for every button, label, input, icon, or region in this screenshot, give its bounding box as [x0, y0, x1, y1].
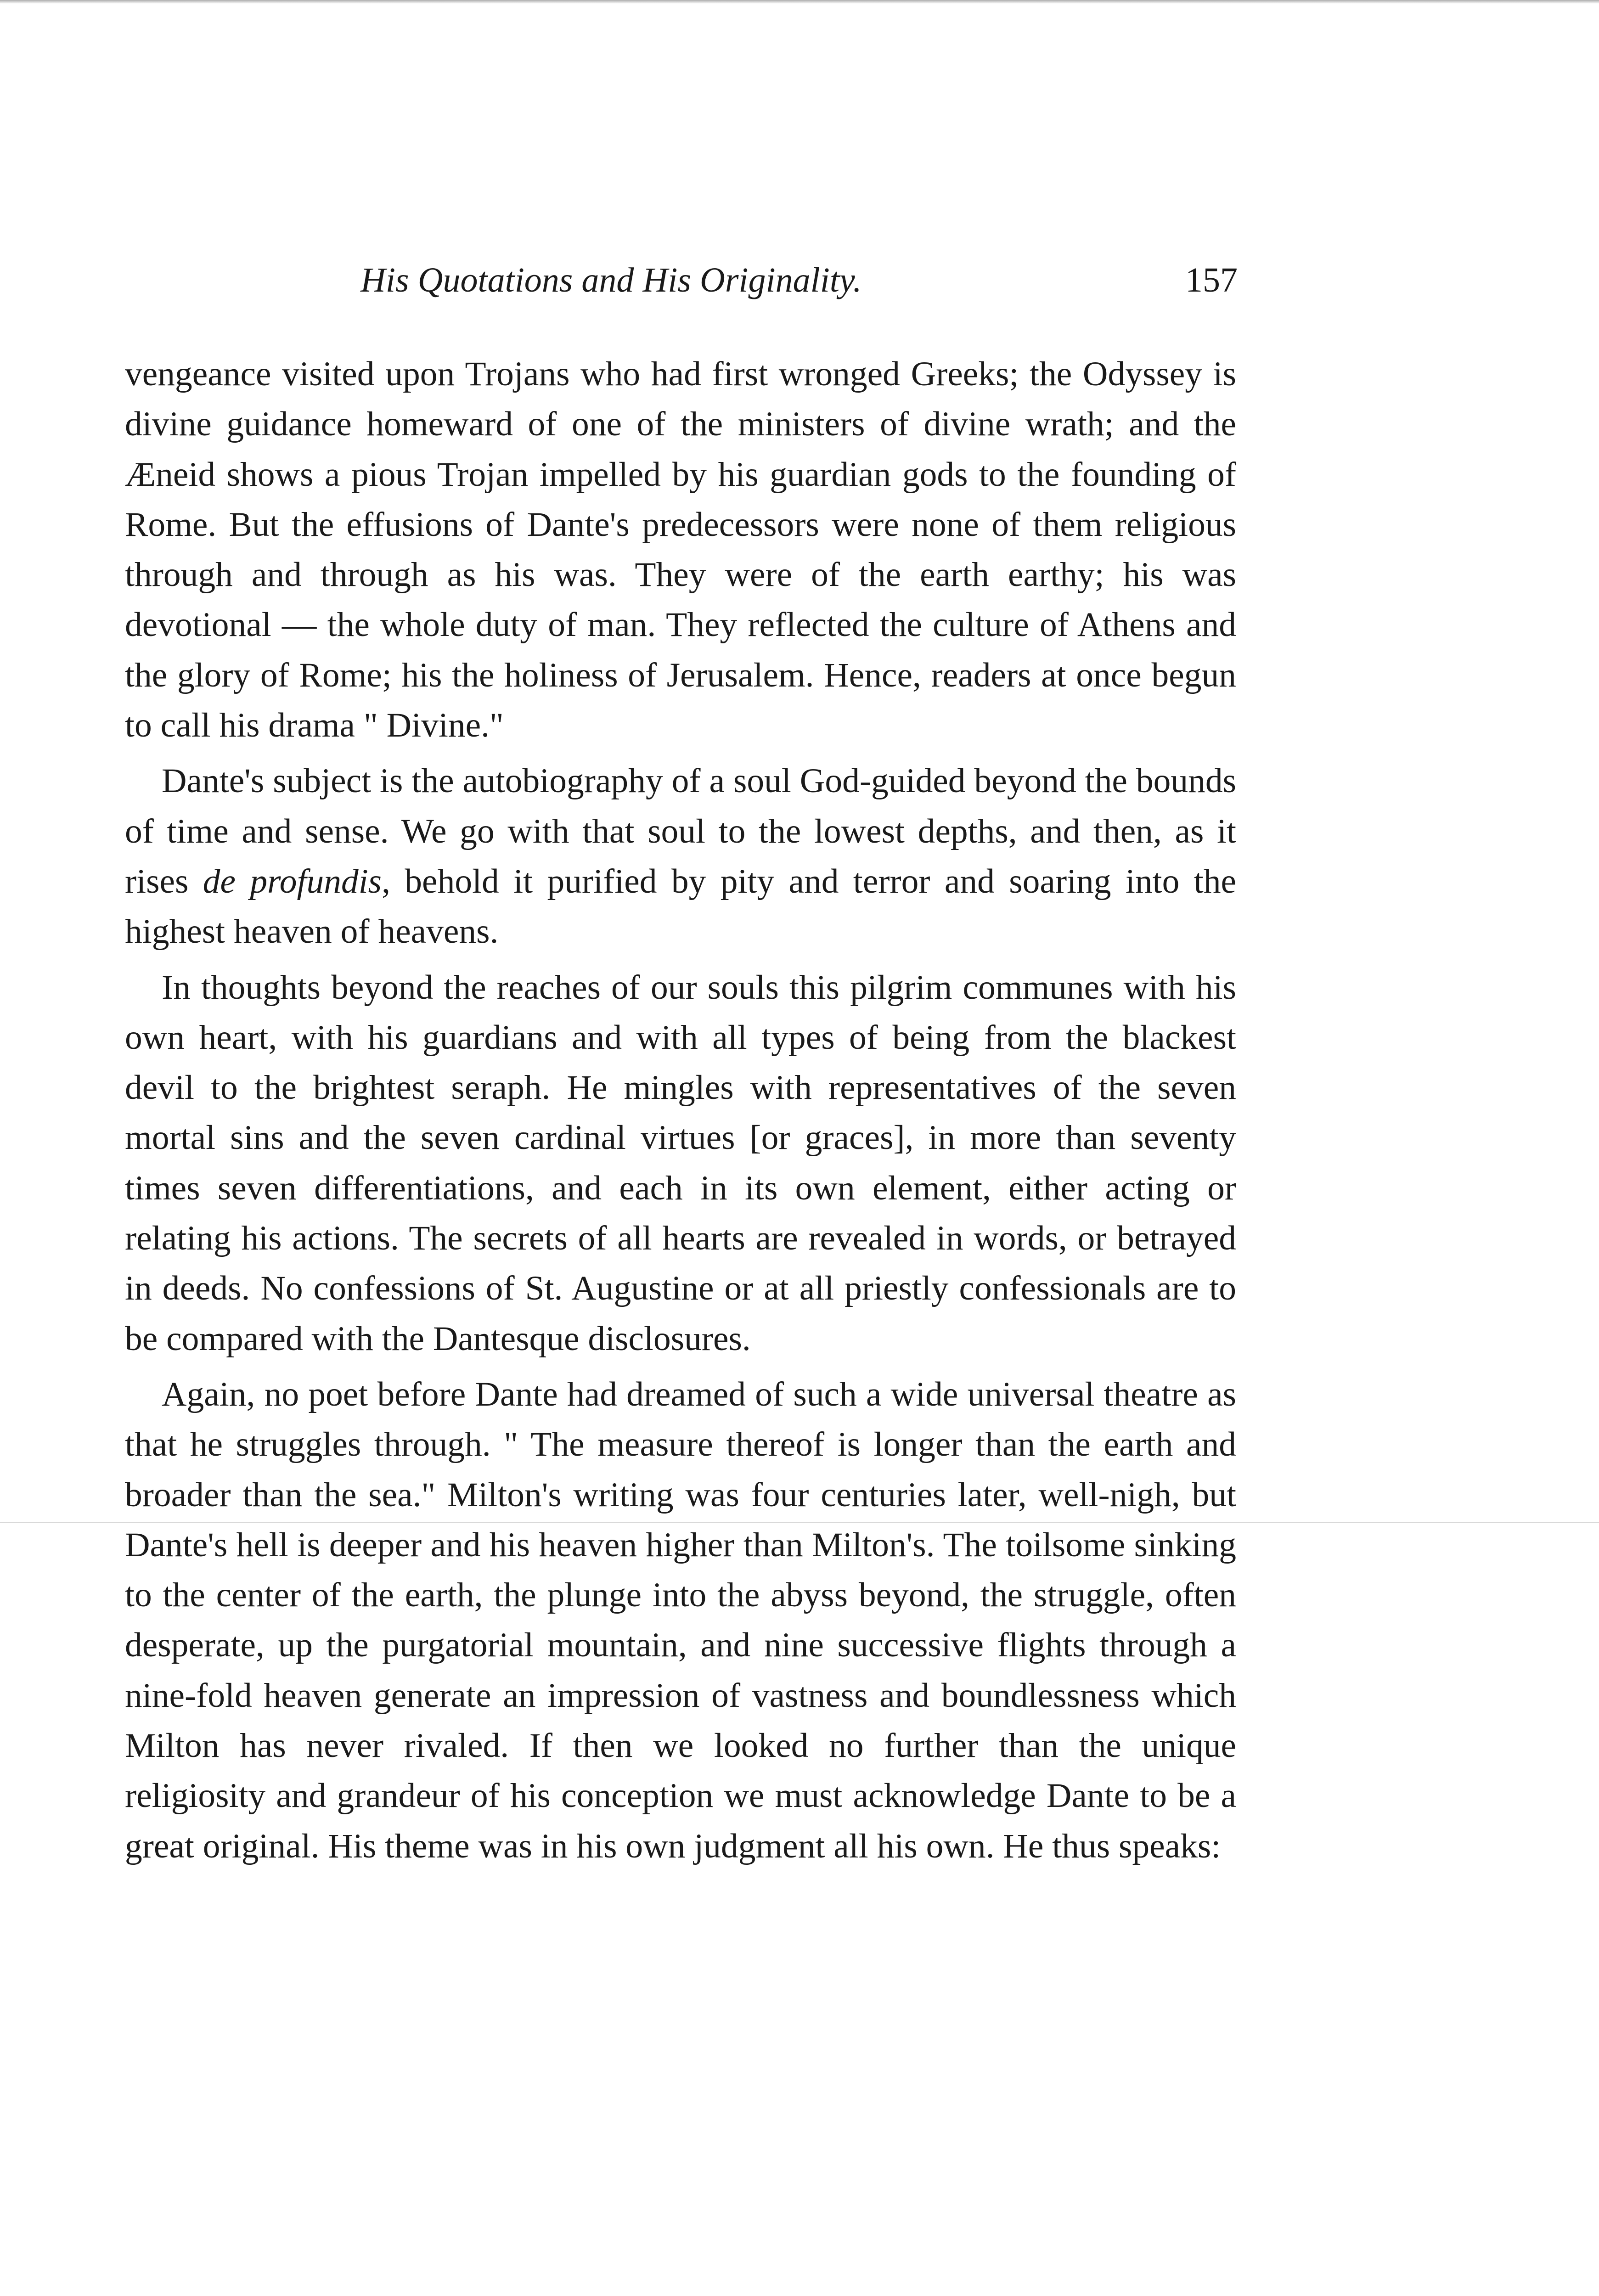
running-title: His Quotations and His Originality.	[360, 261, 862, 299]
paragraph-2-italic-phrase: de profundis	[203, 862, 382, 900]
paragraph-1: vengeance visited upon Trojans who had first wronged Greeks; the Odyssey is divine guidance homeward of one of the ministers of divine wrath; and the Æneid shows a pious Trojan impelled by his guardian gods to the founding of Rome. But the effusions of Dante's predecessors were none of them religious through and through as his was. They were of the earth earthy; his was devotional — the whole duty of man. They reflected the culture of Athens and the glory of Rome; his the holiness of Jerusalem. Hence, readers at once begun to call his drama " Divine."	[125, 355, 1236, 745]
paragraph-4: Again, no poet before Dante had dreamed of such a wide universal theatre as that he struggles through. " The measure thereof is longer than the earth and broader than the sea." Milton's writing was four centuries later, well-nigh, but Dante's hell is deeper and his heaven higher than Milton's. The toilsome sinking to the center of the earth, the plunge into the abyss beyond, the struggle, often desperate, up the purgatorial mountain, and nine successive flights through a nine-fold heaven generate an impression of vastness and boundlessness which Milton has never rivaled. If then we looked no further than the unique religiosity and grandeur of his conception we must acknowledge Dante to be a great original. His theme was in his own judgment all his own. He thus speaks:	[125, 1375, 1236, 1865]
paragraph-3: In thoughts beyond the reaches of our souls this pilgrim communes with his own heart, with his guardians and with all types of being from the blackest devil to the brightest seraph. He mingles with representatives of the seven mortal sins and the seven cardinal virtues [or graces], in more than seventy times seven differentiations, and each in its own element, either acting or relating his actions. The secrets of all hearts are revealed in words, or betrayed in deeds. No confessions of St. Augustine or at all priestly confessionals are to be compared with the Dantesque disclosures.	[125, 968, 1236, 1358]
page-top-edge	[0, 0, 1599, 4]
running-head	[126, 255, 1238, 305]
page-number: 157	[1185, 261, 1238, 299]
body-text	[125, 349, 1236, 1877]
paragraph-2-text-before: Dante's subject is the autobiography of a soul God-guided beyond the bounds of time and sense. We go with that soul to the lowest depths, and then, as it rises	[125, 762, 1236, 900]
paragraph-2-text-after: , behold it purified by pity and terror and soaring into the highest heaven of heavens.	[125, 862, 1236, 951]
paragraph-2	[125, 756, 1236, 957]
